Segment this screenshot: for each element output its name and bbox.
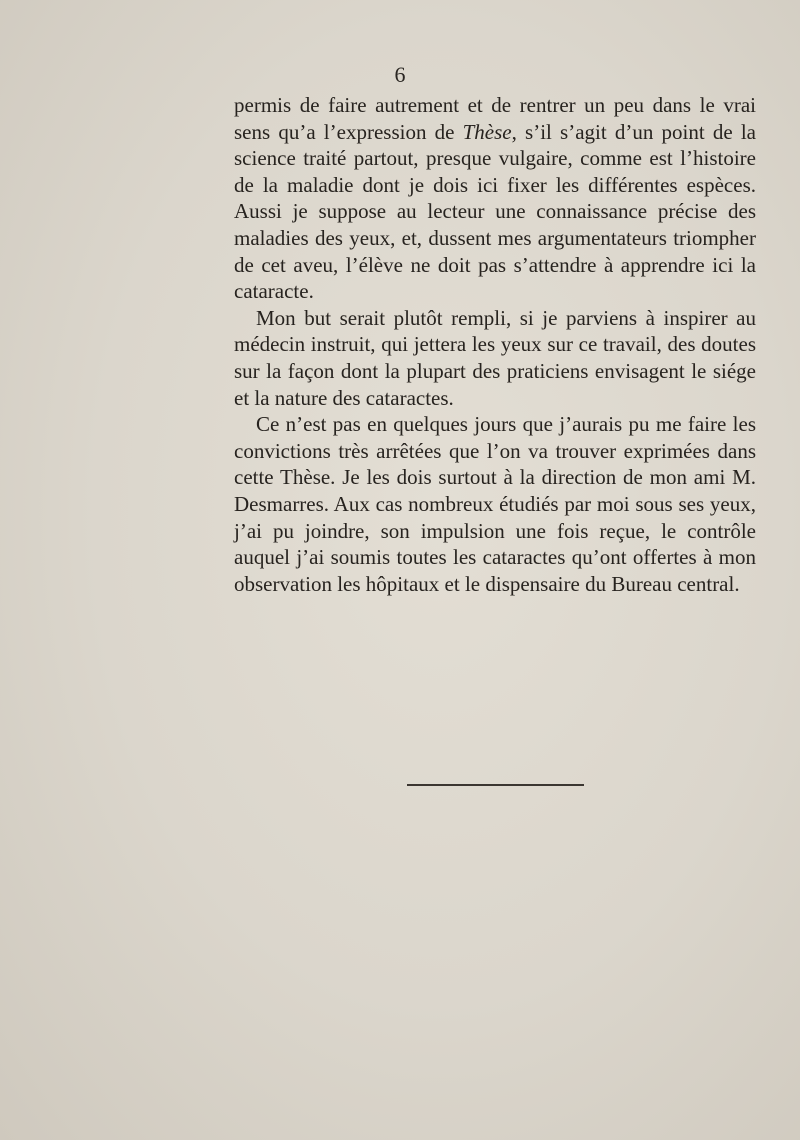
italic-term: Thèse	[462, 119, 512, 144]
paragraph-3: Ce n’est pas en quelques jours que j’aurais pu me faire les convictions très arrêtées que l’on va trouver exprimées dans cette Thèse. Je les dois surtout à la direction de mon ami M. Desmarres. Aux cas nombreux étudiés par moi sous ses yeux, j’ai pu joindre, son impulsion une fois reçue, le contrôle auquel j’ai soumis toutes les cataractes qu’ont offertes à mon observation les hôpitaux et le dispensaire du Bureau central.	[234, 412, 756, 596]
section-divider-rule	[407, 784, 584, 786]
body-text	[234, 92, 756, 597]
paragraph-1-text-before: permis de faire autrement et de rentrer un peu dans le vrai sens qu’a l’expression de	[234, 93, 756, 144]
paragraph-1-text-after: , s’il s’agit d’un point de la science traité partout, presque vulgaire, comme est l’histoire de la maladie dont je dois ici fixer les différentes espèces. Aussi je suppose au lecteur une connaissance précise des maladies des yeux, et, dussent mes argumentateurs triompher de cet aveu, l’élève ne doit pas s’attendre à apprendre ici la cataracte.	[234, 119, 756, 304]
paragraph-2: Mon but serait plutôt rempli, si je parviens à inspirer au médecin instruit, qui jettera les yeux sur ce travail, des doutes sur la façon dont la plupart des praticiens envisagent le siége et la nature des cataractes.	[234, 305, 756, 410]
page-number: 6	[394, 62, 406, 87]
paragraph-1	[234, 92, 756, 305]
